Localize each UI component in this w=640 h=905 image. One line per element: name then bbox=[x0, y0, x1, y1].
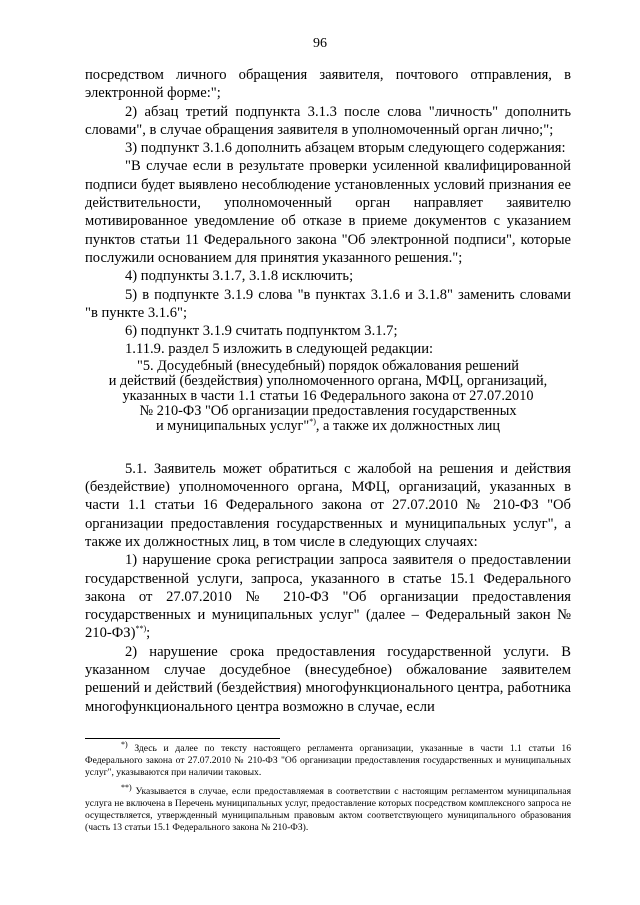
footnote-mark: *) bbox=[121, 739, 128, 749]
paragraph-item-4: 4) подпункты 3.1.7, 3.1.8 исключить; bbox=[125, 268, 354, 285]
footnote-1 bbox=[85, 739, 571, 780]
case-1-end: ; bbox=[146, 625, 151, 642]
heading-line: "5. Досудебный (внесудебный) порядок обжалования решений bbox=[137, 357, 519, 374]
heading-line bbox=[85, 416, 571, 434]
document-body bbox=[85, 66, 571, 716]
paragraph-case-1 bbox=[85, 551, 571, 642]
page-number: 96 bbox=[313, 36, 327, 51]
section-heading bbox=[85, 359, 571, 434]
footnote-ref-1: *) bbox=[309, 416, 316, 426]
footnote-text: Здесь и далее по тексту настоящего регламента организации, указанные в части 1.1 статьи 16 Федерального закона от 27.07.2010 № 210-ФЗ "Об организации предоставления государственных и муниципальных услуг", указываются при наличии таковых. bbox=[85, 743, 571, 779]
footnote-text: Указывается в случае, если предоставляемая в соответствии с настоящим регламентом муниципальная услуга не включена в Перечень муниципальных услуг, предоставление которых посредством комплексного запроса не осуществляется, утвержденный муниципальным правовым актом соответствующего муниципального образования (часть 13 статьи 15.1 Федерального закона № 210-ФЗ). bbox=[85, 785, 571, 834]
paragraph-item-3: 3) подпункт 3.1.6 дополнить абзацем вторым следующего содержания: bbox=[125, 140, 566, 157]
footnote-mark: **) bbox=[121, 782, 132, 792]
heading-line: указанных в части 1.1 статьи 16 Федерального закона от 27.07.2010 bbox=[122, 387, 534, 404]
paragraph-item-5: 5) в подпункте 3.1.9 слова "в пунктах 3.1.6 и 3.1.8" заменить словами "в пункте 3.1.6"; bbox=[85, 286, 571, 321]
heading-line: и действий (бездействия) уполномоченного органа, МФЦ, организаций, bbox=[108, 372, 548, 389]
heading-text: и муниципальных услуг" bbox=[155, 417, 310, 434]
heading-line: № 210-ФЗ "Об организации предоставления государственных bbox=[139, 402, 517, 419]
paragraph-item-2: 2) абзац третий подпункта 3.1.3 после слова "личность" дополнить словами", в случае обращения заявителя в уполномоченный орган лично;"; bbox=[85, 103, 571, 138]
case-1-text: 1) нарушение срока регистрации запроса заявителя о предоставлении государственной услуги, запроса, указанного в статье 15.1 Федерального закона от 27.07.2010 № 210-ФЗ "Об организации предоставления государственных и муниципальных услуг" (далее – Федеральный закон № 210-ФЗ) bbox=[85, 552, 571, 642]
paragraph-quote: "В случае если в результате проверки усиленной квалифицированной подписи будет выявлено несоблюдение установленных условий признания ее действительности, уполномоченный орган направляет заявителю мотивированное уведомление об отказе в приеме документов с указанием пунктов статьи 11 Федерального закона "Об электронной подписи", которые послужили основанием для принятия указанного решения."; bbox=[85, 158, 571, 266]
paragraph-continuation: посредством личного обращения заявителя, почтового отправления, в электронной форме:"; bbox=[85, 67, 571, 102]
paragraph-item-6: 6) подпункт 3.1.9 считать подпунктом 3.1.7; bbox=[125, 323, 398, 340]
paragraph-5-1: 5.1. Заявитель может обратиться с жалобой на решения и действия (бездействие) уполномоченного органа, МФЦ, организаций, указанных в части 1.1 статьи 16 Федерального закона от 27.07.2010 № 210-ФЗ "Об организации предоставления государственных и муниципальных услуг", а также их должностных лиц, в том числе в следующих случаях: bbox=[85, 460, 571, 550]
paragraph-case-2: 2) нарушение срока предоставления государственной услуги. В указанном случае досудебное (внесудебное) обжалование заявителем решений и действий (бездействия) многофункционального центра, работника многофункционального центра возможно в случае, если bbox=[85, 643, 571, 715]
heading-text: , а также их должностных лиц bbox=[315, 417, 501, 434]
footnote-2 bbox=[85, 782, 571, 835]
footnote-ref-2: **) bbox=[135, 624, 147, 634]
footnotes bbox=[85, 739, 571, 840]
footnote-divider bbox=[85, 738, 280, 739]
paragraph-1-11-9: 1.11.9. раздел 5 изложить в следующей редакции: bbox=[125, 341, 434, 358]
